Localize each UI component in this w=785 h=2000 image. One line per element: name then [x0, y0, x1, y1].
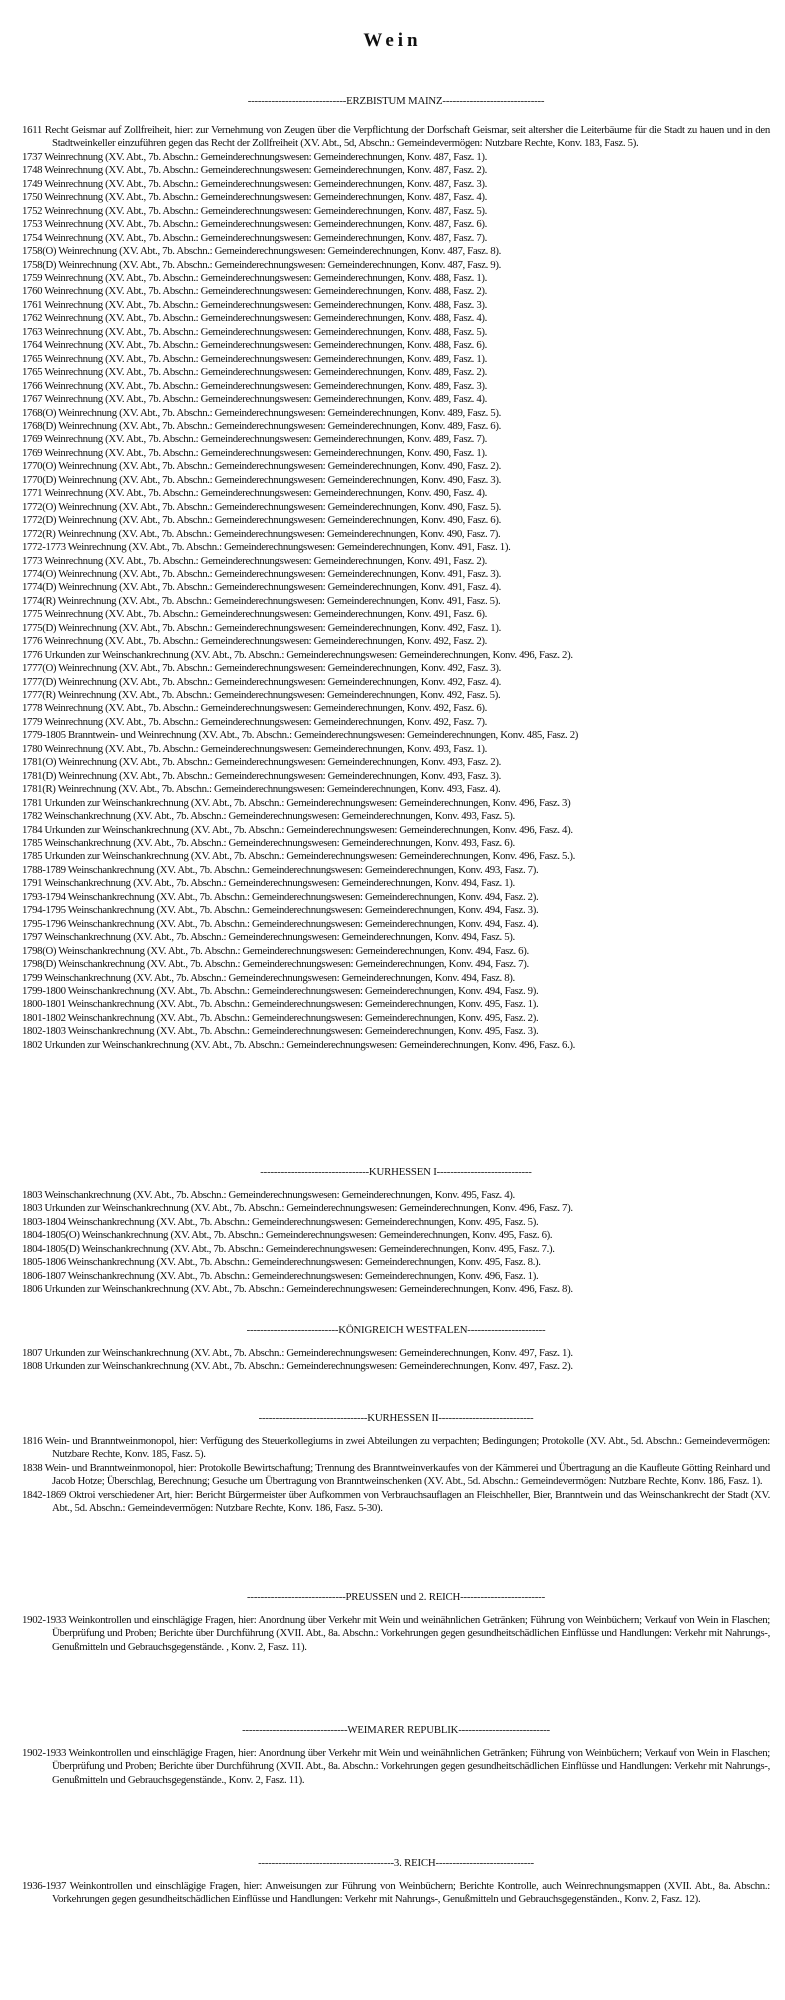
list-item: 1806 Urkunden zur Weinschankrechnung (XV. Abt., 7b. Abschn.: Gemeinderechnungswesen: Gemeinderechnungen, Konv. 496, Fasz. 8).: [22, 1283, 573, 1296]
section-kurhessen-i: [22, 1165, 770, 1297]
list-item: 1772(O) Weinrechnung (XV. Abt., 7b. Abschn.: Gemeinderechnungswesen: Gemeinderechnungen, Konv. 490, Fasz. 5).: [22, 500, 501, 513]
list-item: 1791 Weinschankrechnung (XV. Abt., 7b. Abschn.: Gemeinderechnungswesen: Gemeinderechnungen, Konv. 494, Fasz. 1).: [22, 877, 515, 890]
list-item: 1778 Weinrechnung (XV. Abt., 7b. Abschn.: Gemeinderechnungswesen: Gemeinderechnungen, Konv. 492, Fasz. 6).: [22, 702, 487, 715]
list-item: 1794-1795 Weinschankrechnung (XV. Abt., 7b. Abschn.: Gemeinderechnungswesen: Gemeinderechnungen, Konv. 494, Fasz. 3).: [22, 904, 539, 917]
list-item: 1798(D) Weinschankrechnung (XV. Abt., 7b. Abschn.: Gemeinderechnungswesen: Gemeinderechnungen, Konv. 494, Fasz. 7).: [22, 958, 529, 971]
list-item: 1902-1933 Weinkontrollen und einschlägige Fragen, hier: Anordnung über Verkehr mit Wein und weinähnlichen Getränken; Führung von Weinbüchern; Verkauf von Wein in Flaschen; Überprüfung und Proben; Berichte über Durchführung (XVII. Abt., 8a. Abschn.: Vorkehrungen gegen gesundheitschädlichen Einflüsse und Handlungen: Verkehr mit Nahrungs-, Genußmitteln und Gebrauchsgegenstände., Konv. 2, Fasz. 11).: [22, 1747, 770, 1786]
list-item: 1766 Weinrechnung (XV. Abt., 7b. Abschn.: Gemeinderechnungswesen: Gemeinderechnungen, Konv. 489, Fasz. 3).: [22, 379, 487, 392]
section-heading: -----------------------------ERZBISTUM MAINZ------------------------------: [247, 95, 545, 107]
list-item: 1768(O) Weinrechnung (XV. Abt., 7b. Abschn.: Gemeinderechnungswesen: Gemeinderechnungen, Konv. 489, Fasz. 5).: [22, 406, 501, 419]
list-item: 1808 Urkunden zur Weinschankrechnung (XV. Abt., 7b. Abschn.: Gemeinderechnungswesen: Gemeinderechnungen, Konv. 497, Fasz. 2).: [22, 1360, 573, 1373]
list-item: 1781 Urkunden zur Weinschankrechnung (XV. Abt., 7b. Abschn.: Gemeinderechnungswesen: Gemeinderechnungen, Konv. 496, Fasz. 3): [22, 796, 571, 809]
list-item: 1758(D) Weinrechnung (XV. Abt., 7b. Abschn.: Gemeinderechnungswesen: Gemeinderechnungen, Konv. 487, Fasz. 9).: [22, 258, 501, 271]
section-heading: ----------------------------------------3. REICH-----------------------------: [258, 1857, 534, 1869]
list-item: 1805-1806 Weinschankrechnung (XV. Abt., 7b. Abschn.: Gemeinderechnungswesen: Gemeinderechnungen, Konv. 495, Fasz. 8.).: [22, 1256, 541, 1269]
list-item: 1784 Urkunden zur Weinschankrechnung (XV. Abt., 7b. Abschn.: Gemeinderechnungswesen: Gemeinderechnungen, Konv. 496, Fasz. 4).: [22, 823, 573, 836]
list-item: 1750 Weinrechnung (XV. Abt., 7b. Abschn.: Gemeinderechnungswesen: Gemeinderechnungen, Konv. 487, Fasz. 4).: [22, 191, 487, 204]
list-item: 1770(O) Weinrechnung (XV. Abt., 7b. Abschn.: Gemeinderechnungswesen: Gemeinderechnungen, Konv. 490, Fasz. 2).: [22, 460, 501, 473]
list-item: 1772(D) Weinrechnung (XV. Abt., 7b. Abschn.: Gemeinderechnungswesen: Gemeinderechnungen, Konv. 490, Fasz. 6).: [22, 514, 501, 527]
list-item: 1752 Weinrechnung (XV. Abt., 7b. Abschn.: Gemeinderechnungswesen: Gemeinderechnungen, Konv. 487, Fasz. 5).: [22, 204, 487, 217]
list-item: 1781(D) Weinrechnung (XV. Abt., 7b. Abschn.: Gemeinderechnungswesen: Gemeinderechnungen, Konv. 493, Fasz. 3).: [22, 769, 501, 782]
list-item: 1765 Weinrechnung (XV. Abt., 7b. Abschn.: Gemeinderechnungswesen: Gemeinderechnungen, Konv. 489, Fasz. 1).: [22, 352, 487, 365]
list-item: 1788-1789 Weinschankrechnung (XV. Abt., 7b. Abschn.: Gemeinderechnungswesen: Gemeinderechnungen, Konv. 493, Fasz. 7).: [22, 863, 539, 876]
list-item: 1800-1801 Weinschankrechnung (XV. Abt., 7b. Abschn.: Gemeinderechnungswesen: Gemeinderechnungen, Konv. 495, Fasz. 1).: [22, 998, 539, 1011]
list-item: 1803 Urkunden zur Weinschankrechnung (XV. Abt., 7b. Abschn.: Gemeinderechnungswesen: Gemeinderechnungen, Konv. 496, Fasz. 7).: [22, 1202, 573, 1215]
list-item: 1774(R) Weinrechnung (XV. Abt., 7b. Abschn.: Gemeinderechnungswesen: Gemeinderechnungen, Konv. 491, Fasz. 5).: [22, 594, 501, 607]
list-item: 1795-1796 Weinschankrechnung (XV. Abt., 7b. Abschn.: Gemeinderechnungswesen: Gemeinderechnungen, Konv. 494, Fasz. 4).: [22, 917, 539, 930]
section-weimarer-republik: [22, 1723, 770, 1787]
list-item: 1776 Urkunden zur Weinschankrechnung (XV. Abt., 7b. Abschn.: Gemeinderechnungswesen: Gemeinderechnungen, Konv. 496, Fasz. 2).: [22, 648, 573, 661]
list-item: 1803 Weinschankrechnung (XV. Abt., 7b. Abschn.: Gemeinderechnungswesen: Gemeinderechnungen, Konv. 495, Fasz. 4).: [22, 1189, 515, 1201]
list-item: 1803-1804 Weinschankrechnung (XV. Abt., 7b. Abschn.: Gemeinderechnungswesen: Gemeinderechnungen, Konv. 495, Fasz. 5).: [22, 1215, 539, 1228]
entry-list: [22, 1189, 770, 1297]
list-item: 1780 Weinrechnung (XV. Abt., 7b. Abschn.: Gemeinderechnungswesen: Gemeinderechnungen, Konv. 493, Fasz. 1).: [22, 742, 487, 755]
list-item: 1799 Weinschankrechnung (XV. Abt., 7b. Abschn.: Gemeinderechnungswesen: Gemeinderechnungen, Konv. 494, Fasz. 8).: [22, 971, 515, 984]
list-item: 1773 Weinrechnung (XV. Abt., 7b. Abschn.: Gemeinderechnungswesen: Gemeinderechnungen, Konv. 491, Fasz. 2).: [22, 554, 487, 567]
list-item: 1781(O) Weinrechnung (XV. Abt., 7b. Abschn.: Gemeinderechnungswesen: Gemeinderechnungen, Konv. 493, Fasz. 2).: [22, 756, 501, 769]
list-item: 1754 Weinrechnung (XV. Abt., 7b. Abschn.: Gemeinderechnungswesen: Gemeinderechnungen, Konv. 487, Fasz. 7).: [22, 231, 487, 244]
list-item: 1753 Weinrechnung (XV. Abt., 7b. Abschn.: Gemeinderechnungswesen: Gemeinderechnungen, Konv. 487, Fasz. 6).: [22, 218, 487, 231]
list-item: 1765 Weinrechnung (XV. Abt., 7b. Abschn.: Gemeinderechnungswesen: Gemeinderechnungen, Konv. 489, Fasz. 2).: [22, 366, 487, 379]
list-item: 1799-1800 Weinschankrechnung (XV. Abt., 7b. Abschn.: Gemeinderechnungswesen: Gemeinderechnungen, Konv. 494, Fasz. 9).: [22, 985, 539, 997]
list-item: 1759 Weinrechnung (XV. Abt., 7b. Abschn.: Gemeinderechnungswesen: Gemeinderechnungen, Konv. 488, Fasz. 1).: [22, 271, 487, 284]
list-item: 1762 Weinrechnung (XV. Abt., 7b. Abschn.: Gemeinderechnungswesen: Gemeinderechnungen, Konv. 488, Fasz. 4).: [22, 312, 487, 325]
section-erzbistum-mainz: [22, 94, 770, 1052]
list-item: 1777(O) Weinrechnung (XV. Abt., 7b. Abschn.: Gemeinderechnungswesen: Gemeinderechnungen, Konv. 492, Fasz. 3).: [22, 662, 501, 675]
section-heading: -------------------------------WEIMARER REPUBLIK---------------------------: [242, 1724, 550, 1736]
list-item: 1777(D) Weinrechnung (XV. Abt., 7b. Abschn.: Gemeinderechnungswesen: Gemeinderechnungen, Konv. 492, Fasz. 4).: [22, 675, 501, 688]
entry-list: [22, 1880, 770, 1907]
list-item: 1611 Recht Geismar auf Zollfreiheit, hier: zur Vernehmung von Zeugen über die Verpflichtung der Dorfschaft Geismar, seit altersher die Leiterbäume für die Stadt zu hauen und in den Stadtweinkeller einzuführen gegen das Recht der Zollfreiheit (XV. Abt., 5d, Abschn.: Gemeindevermögen: Nutzbare Rechte, Konv. 183, Fasz. 5).: [22, 124, 770, 150]
list-item: 1802-1803 Weinschankrechnung (XV. Abt., 7b. Abschn.: Gemeinderechnungswesen: Gemeinderechnungen, Konv. 495, Fasz. 3).: [22, 1025, 539, 1038]
page-title: Wein: [363, 30, 422, 51]
list-item: 1748 Weinrechnung (XV. Abt., 7b. Abschn.: Gemeinderechnungswesen: Gemeinderechnungen, Konv. 487, Fasz. 2).: [22, 164, 487, 177]
section-heading: --------------------------------KURHESSEN I----------------------------: [260, 1166, 532, 1178]
list-item: 1769 Weinrechnung (XV. Abt., 7b. Abschn.: Gemeinderechnungswesen: Gemeinderechnungen, Konv. 490, Fasz. 1).: [22, 446, 487, 459]
entry-list: [22, 1435, 770, 1516]
list-item: 1767 Weinrechnung (XV. Abt., 7b. Abschn.: Gemeinderechnungswesen: Gemeinderechnungen, Konv. 489, Fasz. 4).: [22, 393, 487, 406]
list-item: 1761 Weinrechnung (XV. Abt., 7b. Abschn.: Gemeinderechnungswesen: Gemeinderechnungen, Konv. 488, Fasz. 3).: [22, 298, 487, 311]
section-kurhessen-ii: [22, 1411, 770, 1516]
list-item: 1838 Wein- und Branntweinmonopol, hier: Protokolle Bewirtschaftung; Trennung des Branntweinverkaufes von der Kämmerei und Übertragung an die Kaufleute Götting Reinhard und Jacob Hotze; Überschlag, Berechnung; Gesuche um Übertragung von Branntweinschenken (XV. Abt., 5d. Abschn.: Gemeindevermögen: Nutzbare Rechte, Konv. 186, Fasz. 1).: [22, 1461, 770, 1488]
section-heading: --------------------------------KURHESSEN II----------------------------: [258, 1412, 534, 1424]
section-heading: ---------------------------KÖNIGREICH WESTFALEN-----------------------: [246, 1324, 546, 1336]
list-item: 1782 Weinschankrechnung (XV. Abt., 7b. Abschn.: Gemeinderechnungswesen: Gemeinderechnungen, Konv. 493, Fasz. 5).: [22, 810, 515, 823]
entry-list: [22, 124, 770, 1052]
list-item: 1816 Wein- und Branntweinmonopol, hier: Verfügung des Steuerkollegiums in zwei Abteilungen zu verpachten; Bedingungen; Protokolle (XV. Abt., 5d. Abschn.: Gemeindevermögen: Nutzbare Rechte, Konv. 185, Fasz. 5).: [22, 1435, 770, 1461]
entry-list: [22, 1747, 770, 1787]
list-item: 1804-1805(D) Weinschankrechnung (XV. Abt., 7b. Abschn.: Gemeinderechnungswesen: Gemeinderechnungen, Konv. 495, Fasz. 7.).: [22, 1242, 555, 1255]
list-item: 1772(R) Weinrechnung (XV. Abt., 7b. Abschn.: Gemeinderechnungswesen: Gemeinderechnungen, Konv. 490, Fasz. 7).: [22, 527, 501, 540]
list-item: 1776 Weinrechnung (XV. Abt., 7b. Abschn.: Gemeinderechnungswesen: Gemeinderechnungen, Konv. 492, Fasz. 2).: [22, 635, 487, 648]
list-item: 1737 Weinrechnung (XV. Abt., 7b. Abschn.: Gemeinderechnungswesen: Gemeinderechnungen, Konv. 487, Fasz. 1).: [22, 150, 487, 163]
list-item: 1772-1773 Weinrechnung (XV. Abt., 7b. Abschn.: Gemeinderechnungswesen: Gemeinderechnungen, Konv. 491, Fasz. 1).: [22, 541, 511, 554]
list-item: 1771 Weinrechnung (XV. Abt., 7b. Abschn.: Gemeinderechnungswesen: Gemeinderechnungen, Konv. 490, Fasz. 4).: [22, 487, 487, 500]
list-item: 1785 Weinschankrechnung (XV. Abt., 7b. Abschn.: Gemeinderechnungswesen: Gemeinderechnungen, Konv. 493, Fasz. 6).: [22, 837, 515, 850]
entry-list: [22, 1614, 770, 1654]
list-item: 1842-1869 Oktroi verschiedener Art, hier: Bericht Bürgermeister über Aufkommen von Verbrauchsauflagen an Fleischheller, Bier, Branntwein und das Weinschankrecht der Stadt (XV. Abt., 5d. Abschn.: Gemeindevermögen: Nutzbare Rechte, Konv. 186, Fasz. 5-30).: [22, 1488, 770, 1515]
entry-list: [22, 1347, 770, 1374]
list-item: 1777(R) Weinrechnung (XV. Abt., 7b. Abschn.: Gemeinderechnungswesen: Gemeinderechnungen, Konv. 492, Fasz. 5).: [22, 689, 501, 702]
list-item: 1763 Weinrechnung (XV. Abt., 7b. Abschn.: Gemeinderechnungswesen: Gemeinderechnungen, Konv. 488, Fasz. 5).: [22, 325, 487, 338]
list-item: 1802 Urkunden zur Weinschankrechnung (XV. Abt., 7b. Abschn.: Gemeinderechnungswesen: Gemeinderechnungen, Konv. 496, Fasz. 6.).: [22, 1038, 576, 1051]
list-item: 1793-1794 Weinschankrechnung (XV. Abt., 7b. Abschn.: Gemeinderechnungswesen: Gemeinderechnungen, Konv. 494, Fasz. 2).: [22, 890, 539, 903]
section-preussen-2-reich: [22, 1590, 770, 1654]
list-item: 1774(D) Weinrechnung (XV. Abt., 7b. Abschn.: Gemeinderechnungswesen: Gemeinderechnungen, Konv. 491, Fasz. 4).: [22, 581, 501, 594]
list-item: 1770(D) Weinrechnung (XV. Abt., 7b. Abschn.: Gemeinderechnungswesen: Gemeinderechnungen, Konv. 490, Fasz. 3).: [22, 473, 501, 486]
list-item: 1902-1933 Weinkontrollen und einschlägige Fragen, hier: Anordnung über Verkehr mit Wein und weinähnlichen Getränken; Führung von Weinbüchern; Verkauf von Wein in Flaschen; Überprüfung und Proben; Berichte über Durchführung (XVII. Abt., 8a. Abschn.: Vorkehrungen gegen gesundheitschädlichen Einflüsse und Handlungen: Verkehr mit Nahrungs-, Genußmitteln und Gebrauchsgegenstände. , Konv. 2, Fasz. 11).: [22, 1614, 770, 1653]
section-3-reich: [22, 1856, 770, 1907]
list-item: 1936-1937 Weinkontrollen und einschlägige Fragen, hier: Anweisungen zur Führung von Weinbüchern; Berichte Kontrolle, auch Weinrechnungsmappen (XVII. Abt., 8a. Abschn.: Vorkehrungen gegen gesundheitschädlichen Einflüsse und Handlungen: Verkehr mit Nahrungs-, Genußmitteln und Gebrauchsgegenständen., Konv. 2, Fasz. 12).: [22, 1880, 770, 1906]
list-item: 1801-1802 Weinschankrechnung (XV. Abt., 7b. Abschn.: Gemeinderechnungswesen: Gemeinderechnungen, Konv. 495, Fasz. 2).: [22, 1011, 539, 1024]
list-item: 1775 Weinrechnung (XV. Abt., 7b. Abschn.: Gemeinderechnungswesen: Gemeinderechnungen, Konv. 491, Fasz. 6).: [22, 608, 487, 621]
list-item: 1806-1807 Weinschankrechnung (XV. Abt., 7b. Abschn.: Gemeinderechnungswesen: Gemeinderechnungen, Konv. 496, Fasz. 1).: [22, 1269, 539, 1282]
list-item: 1768(D) Weinrechnung (XV. Abt., 7b. Abschn.: Gemeinderechnungswesen: Gemeinderechnungen, Konv. 489, Fasz. 6).: [22, 419, 501, 432]
list-item: 1749 Weinrechnung (XV. Abt., 7b. Abschn.: Gemeinderechnungswesen: Gemeinderechnungen, Konv. 487, Fasz. 3).: [22, 177, 487, 190]
section-heading: -----------------------------PREUSSEN und 2. REICH-------------------------: [247, 1591, 545, 1603]
list-item: 1804-1805(O) Weinschankrechnung (XV. Abt., 7b. Abschn.: Gemeinderechnungswesen: Gemeinderechnungen, Konv. 495, Fasz. 6).: [22, 1229, 553, 1242]
list-item: 1779-1805 Branntwein- und Weinrechnung (XV. Abt., 7b. Abschn.: Gemeinderechnungswesen: Gemeinderechnungen, Konv. 485, Fasz. 2): [22, 729, 579, 742]
list-item: 1779 Weinrechnung (XV. Abt., 7b. Abschn.: Gemeinderechnungswesen: Gemeinderechnungen, Konv. 492, Fasz. 7).: [22, 715, 487, 728]
list-item: 1807 Urkunden zur Weinschankrechnung (XV. Abt., 7b. Abschn.: Gemeinderechnungswesen: Gemeinderechnungen, Konv. 497, Fasz. 1).: [22, 1347, 573, 1359]
list-item: 1774(O) Weinrechnung (XV. Abt., 7b. Abschn.: Gemeinderechnungswesen: Gemeinderechnungen, Konv. 491, Fasz. 3).: [22, 567, 501, 580]
list-item: 1798(O) Weinschankrechnung (XV. Abt., 7b. Abschn.: Gemeinderechnungswesen: Gemeinderechnungen, Konv. 494, Fasz. 6).: [22, 944, 529, 957]
list-item: 1785 Urkunden zur Weinschankrechnung (XV. Abt., 7b. Abschn.: Gemeinderechnungswesen: Gemeinderechnungen, Konv. 496, Fasz. 5.).: [22, 850, 576, 863]
list-item: 1775(D) Weinrechnung (XV. Abt., 7b. Abschn.: Gemeinderechnungswesen: Gemeinderechnungen, Konv. 492, Fasz. 1).: [22, 621, 501, 634]
list-item: 1764 Weinrechnung (XV. Abt., 7b. Abschn.: Gemeinderechnungswesen: Gemeinderechnungen, Konv. 488, Fasz. 6).: [22, 339, 487, 352]
list-item: 1758(O) Weinrechnung (XV. Abt., 7b. Abschn.: Gemeinderechnungswesen: Gemeinderechnungen, Konv. 487, Fasz. 8).: [22, 245, 501, 258]
section-koenigreich-westfalen: [22, 1323, 770, 1374]
list-item: 1797 Weinschankrechnung (XV. Abt., 7b. Abschn.: Gemeinderechnungswesen: Gemeinderechnungen, Konv. 494, Fasz. 5).: [22, 931, 515, 944]
list-item: 1769 Weinrechnung (XV. Abt., 7b. Abschn.: Gemeinderechnungswesen: Gemeinderechnungen, Konv. 489, Fasz. 7).: [22, 433, 487, 446]
list-item: 1781(R) Weinrechnung (XV. Abt., 7b. Abschn.: Gemeinderechnungswesen: Gemeinderechnungen, Konv. 493, Fasz. 4).: [22, 783, 501, 796]
list-item: 1760 Weinrechnung (XV. Abt., 7b. Abschn.: Gemeinderechnungswesen: Gemeinderechnungen, Konv. 488, Fasz. 2).: [22, 285, 487, 298]
